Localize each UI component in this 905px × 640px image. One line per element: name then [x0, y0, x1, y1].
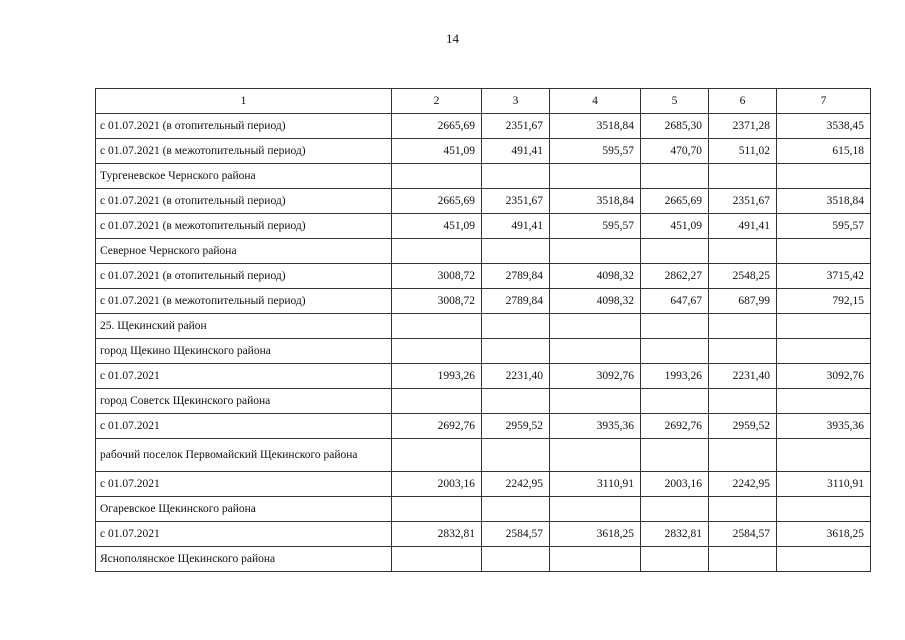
- value-cell: 491,41: [482, 139, 550, 164]
- value-cell: 3715,42: [777, 264, 871, 289]
- value-cell: [482, 547, 550, 572]
- value-cell: [392, 339, 482, 364]
- value-cell: [550, 239, 641, 264]
- row-label-cell: с 01.07.2021: [96, 364, 392, 389]
- value-cell: 2665,69: [641, 189, 709, 214]
- table-row: [96, 314, 871, 339]
- table-row: [96, 189, 871, 214]
- value-cell: 615,18: [777, 139, 871, 164]
- value-cell: [777, 497, 871, 522]
- value-cell: 2242,95: [482, 472, 550, 497]
- value-cell: 2832,81: [641, 522, 709, 547]
- value-cell: 3538,45: [777, 114, 871, 139]
- value-cell: 2548,25: [709, 264, 777, 289]
- value-cell: [482, 239, 550, 264]
- value-cell: 2665,69: [392, 189, 482, 214]
- value-cell: 3008,72: [392, 264, 482, 289]
- value-cell: 3110,91: [550, 472, 641, 497]
- value-cell: 2789,84: [482, 289, 550, 314]
- table-row: [96, 497, 871, 522]
- value-cell: 2789,84: [482, 264, 550, 289]
- row-label-cell: с 01.07.2021 (в отопительный период): [96, 264, 392, 289]
- value-cell: 2231,40: [482, 364, 550, 389]
- value-cell: 451,09: [392, 214, 482, 239]
- value-cell: 2665,69: [392, 114, 482, 139]
- value-cell: 3092,76: [550, 364, 641, 389]
- value-cell: [777, 239, 871, 264]
- value-cell: [777, 164, 871, 189]
- table-header-row: [96, 89, 871, 114]
- value-cell: [777, 389, 871, 414]
- value-cell: 3618,25: [550, 522, 641, 547]
- value-cell: [482, 314, 550, 339]
- row-label-cell: с 01.07.2021: [96, 472, 392, 497]
- value-cell: [482, 164, 550, 189]
- value-cell: [641, 497, 709, 522]
- value-cell: [392, 497, 482, 522]
- value-cell: 2692,76: [641, 414, 709, 439]
- value-cell: 2692,76: [392, 414, 482, 439]
- value-cell: [641, 314, 709, 339]
- value-cell: 792,15: [777, 289, 871, 314]
- row-label-cell: с 01.07.2021 (в отопительный период): [96, 189, 392, 214]
- table-row: [96, 547, 871, 572]
- value-cell: 3110,91: [777, 472, 871, 497]
- value-cell: 595,57: [550, 214, 641, 239]
- value-cell: 2351,67: [709, 189, 777, 214]
- row-label-cell: с 01.07.2021 (в отопительный период): [96, 114, 392, 139]
- value-cell: 647,67: [641, 289, 709, 314]
- value-cell: [777, 314, 871, 339]
- value-cell: 2832,81: [392, 522, 482, 547]
- value-cell: [641, 339, 709, 364]
- table-row: [96, 289, 871, 314]
- table-row: [96, 472, 871, 497]
- row-label-cell: с 01.07.2021: [96, 522, 392, 547]
- value-cell: [482, 439, 550, 472]
- value-cell: 595,57: [777, 214, 871, 239]
- value-cell: [641, 164, 709, 189]
- value-cell: 2862,27: [641, 264, 709, 289]
- value-cell: 2003,16: [392, 472, 482, 497]
- value-cell: [392, 164, 482, 189]
- row-label-cell: город Советск Щекинского района: [96, 389, 392, 414]
- value-cell: 3935,36: [550, 414, 641, 439]
- value-cell: [392, 389, 482, 414]
- value-cell: 1993,26: [392, 364, 482, 389]
- value-cell: [550, 164, 641, 189]
- row-label-cell: Яснополянское Щекинского района: [96, 547, 392, 572]
- page-number: 14: [446, 31, 459, 46]
- row-label-cell: Северное Чернского района: [96, 239, 392, 264]
- value-cell: 2351,67: [482, 189, 550, 214]
- table-row: [96, 439, 871, 472]
- row-label-cell: с 01.07.2021: [96, 414, 392, 439]
- value-cell: [777, 439, 871, 472]
- value-cell: 491,41: [482, 214, 550, 239]
- value-cell: [392, 314, 482, 339]
- row-label-cell: с 01.07.2021 (в межотопительный период): [96, 139, 392, 164]
- column-header: 5: [641, 89, 709, 114]
- value-cell: [482, 389, 550, 414]
- table-row: [96, 522, 871, 547]
- value-cell: [392, 439, 482, 472]
- table-row: [96, 214, 871, 239]
- value-cell: [641, 547, 709, 572]
- value-cell: [392, 547, 482, 572]
- value-cell: 4098,32: [550, 264, 641, 289]
- value-cell: [709, 239, 777, 264]
- value-cell: 491,41: [709, 214, 777, 239]
- value-cell: [482, 339, 550, 364]
- value-cell: 2003,16: [641, 472, 709, 497]
- value-cell: 3935,36: [777, 414, 871, 439]
- value-cell: [550, 439, 641, 472]
- value-cell: [550, 389, 641, 414]
- value-cell: 2584,57: [709, 522, 777, 547]
- tariff-table: [95, 88, 871, 572]
- value-cell: 2371,28: [709, 114, 777, 139]
- table-row: [96, 264, 871, 289]
- value-cell: 3008,72: [392, 289, 482, 314]
- value-cell: [641, 439, 709, 472]
- table-row: [96, 414, 871, 439]
- table-row: [96, 164, 871, 189]
- value-cell: 2685,30: [641, 114, 709, 139]
- table-row: [96, 364, 871, 389]
- value-cell: 1993,26: [641, 364, 709, 389]
- column-header: 6: [709, 89, 777, 114]
- value-cell: [550, 497, 641, 522]
- value-cell: 3518,84: [777, 189, 871, 214]
- value-cell: [777, 339, 871, 364]
- value-cell: [709, 439, 777, 472]
- value-cell: 3092,76: [777, 364, 871, 389]
- column-header: 3: [482, 89, 550, 114]
- value-cell: [709, 314, 777, 339]
- value-cell: [550, 314, 641, 339]
- value-cell: [709, 389, 777, 414]
- value-cell: 511,02: [709, 139, 777, 164]
- value-cell: 687,99: [709, 289, 777, 314]
- value-cell: [550, 339, 641, 364]
- table-row: [96, 339, 871, 364]
- value-cell: [392, 239, 482, 264]
- row-label-cell: Огаревское Щекинского района: [96, 497, 392, 522]
- value-cell: [641, 389, 709, 414]
- value-cell: [777, 547, 871, 572]
- row-label-cell: с 01.07.2021 (в межотопительный период): [96, 289, 392, 314]
- value-cell: [709, 339, 777, 364]
- column-header: 1: [96, 89, 392, 114]
- value-cell: [550, 547, 641, 572]
- value-cell: 2959,52: [709, 414, 777, 439]
- value-cell: [709, 164, 777, 189]
- value-cell: [709, 497, 777, 522]
- value-cell: 3518,84: [550, 189, 641, 214]
- value-cell: 2242,95: [709, 472, 777, 497]
- value-cell: 3618,25: [777, 522, 871, 547]
- value-cell: 595,57: [550, 139, 641, 164]
- column-header: 4: [550, 89, 641, 114]
- value-cell: 451,09: [641, 214, 709, 239]
- column-header: 7: [777, 89, 871, 114]
- value-cell: 2351,67: [482, 114, 550, 139]
- table-row: [96, 389, 871, 414]
- table-row: [96, 139, 871, 164]
- row-label-cell: город Щекино Щекинского района: [96, 339, 392, 364]
- value-cell: [709, 547, 777, 572]
- value-cell: 4098,32: [550, 289, 641, 314]
- value-cell: [641, 239, 709, 264]
- column-header: 2: [392, 89, 482, 114]
- value-cell: 2959,52: [482, 414, 550, 439]
- row-label-cell: 25. Щекинский район: [96, 314, 392, 339]
- table-row: [96, 114, 871, 139]
- row-label-cell: рабочий поселок Первомайский Щекинского района: [96, 439, 392, 472]
- value-cell: 3518,84: [550, 114, 641, 139]
- value-cell: 2231,40: [709, 364, 777, 389]
- row-label-cell: Тургеневское Чернского района: [96, 164, 392, 189]
- value-cell: 470,70: [641, 139, 709, 164]
- table-row: [96, 239, 871, 264]
- value-cell: [482, 497, 550, 522]
- value-cell: 451,09: [392, 139, 482, 164]
- value-cell: 2584,57: [482, 522, 550, 547]
- row-label-cell: с 01.07.2021 (в межотопительный период): [96, 214, 392, 239]
